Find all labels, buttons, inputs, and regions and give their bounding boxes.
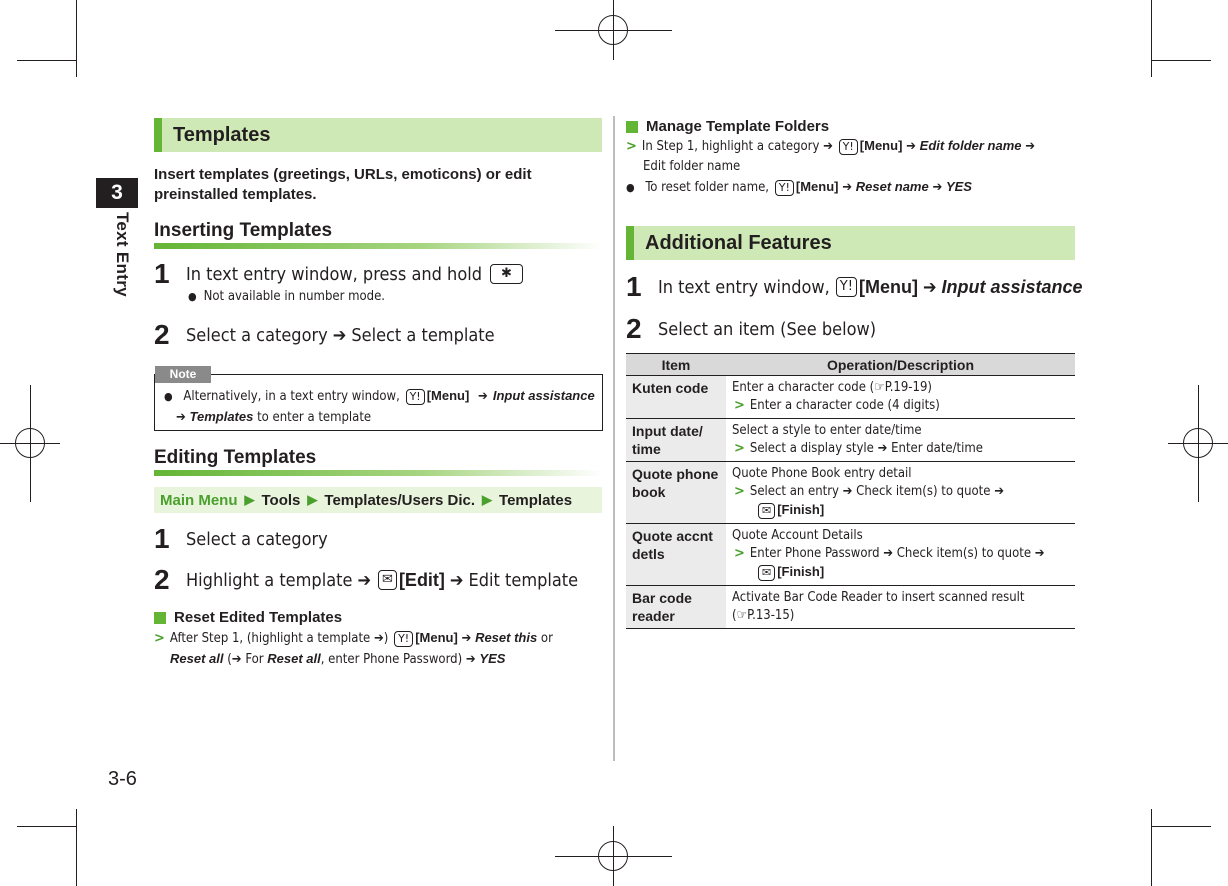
breadcrumb [154,487,602,513]
reset-text-b: ) [383,631,389,646]
menu-key-icon: Y! [836,277,857,297]
step-2-text-a: Select a category [186,324,328,346]
row-operation [732,545,1070,563]
additional-step-2 [626,313,876,345]
row-op-b: Enter date/time [891,441,983,456]
arrow-icon: ➔ [176,410,186,425]
manage-menu: [Menu] [859,138,903,153]
crop-mark [76,0,77,77]
inserting-step-2 [154,319,495,351]
crop-mark [17,826,77,827]
reset-this: Reset this [475,630,538,645]
manage-folders-heading [626,118,829,135]
step-number: 1 [154,523,170,554]
row-operation [732,440,1070,458]
reset-all: Reset all [170,651,224,666]
step-2-edit: [Edit] [398,569,445,590]
menu-key-icon: Y! [394,631,413,647]
row-desc: Select a style to enter date/time [732,423,922,438]
row-description [726,419,1075,462]
table-row [626,376,1075,419]
manage-line-2: Edit folder name [643,159,741,174]
arrow-icon: ➔ [461,631,472,646]
step-text: Select an item (See below) [658,318,877,340]
step-number: 1 [154,258,170,289]
chevron-right-icon: > [734,398,745,413]
triangle-right-icon: ▶ [482,492,493,507]
note-label: Note [155,366,211,383]
menu-key-icon: Y! [406,389,425,405]
row-desc: Quote Phone Book entry detail [732,466,912,481]
row-description [726,462,1075,524]
row-op-a: Enter Phone Password [749,546,880,561]
row-description [726,376,1075,419]
row-operation [732,397,1070,415]
mail-key-icon: ✉ [758,565,775,581]
table-row [626,462,1075,524]
additional-features-heading [626,226,1075,260]
step-number: 2 [626,313,642,344]
note-text-b: to enter a template [257,410,372,425]
arrow-icon: ➔ [922,276,937,298]
registration-circle [598,15,628,45]
crop-mark [1151,826,1211,827]
arrow-icon: ➔ [373,631,384,646]
additional-step-1-input: Input assistance [941,276,1083,297]
table-row [626,586,1075,629]
arrow-icon: ➔ [932,180,943,195]
reset-yes: YES [479,651,506,666]
crop-mark [17,60,77,61]
step-text: Select a category [186,528,328,550]
reset-for: For [245,652,264,667]
menu-key-icon: Y! [839,139,858,155]
step-2-text-b: Select a template [351,324,495,346]
manage-line-1 [626,138,1035,155]
editing-templates-heading: Editing Templates [154,447,317,468]
row-finish-label: [Finish] [777,564,825,579]
reset-heading-text: Reset Edited Templates [174,609,343,626]
crop-mark [1151,60,1211,61]
note-line-1 [164,388,595,405]
step-1-bullet: ● Not available in number mode. [188,289,385,304]
reset-or: or [540,631,553,646]
chevron-right-icon: > [154,631,165,646]
chapter-title: Text Entry [113,212,132,297]
reset-paren: ( [227,652,232,667]
reset-line-1 [154,630,553,647]
step-number: 2 [154,564,170,595]
step-number: 1 [626,271,642,302]
mail-key-icon: ✉ [758,503,775,519]
row-op-b: Check item(s) to quote [896,546,1032,561]
reset-templates-heading [154,609,342,626]
chevron-right-icon: > [734,441,745,456]
templates-intro: Insert templates (greetings, URLs, emoticons) or edit preinstalled templates. [154,166,532,203]
asterisk-key-icon: ✱ [490,264,523,284]
row-desc: Quote Account Details [732,528,863,543]
arrow-icon: ➔ [906,139,916,154]
note-menu: [Menu] [426,388,470,403]
manage-menu-2: [Menu] [795,179,839,194]
arrow-icon: ➔ [842,180,853,195]
table-row [626,419,1075,462]
step-text [658,277,1083,298]
arrow-icon: ➔ [994,484,1004,499]
reset-menu: [Menu] [415,630,458,645]
note-line-2 [176,409,371,425]
row-item: Kuten code [626,376,726,419]
templates-heading [154,118,602,152]
row-desc: Activate Bar Code Reader to insert scanned result [732,590,1025,605]
breadcrumb-templates: Templates [499,491,573,509]
mail-key-icon: ✉ [378,570,397,590]
row-desc: Enter a character code ( [732,380,875,395]
step-text [186,264,525,285]
row-finish [732,563,1070,582]
row-op-b: Check item(s) to quote [856,484,991,499]
row-description [726,524,1075,586]
chapter-number: 3 [96,178,138,208]
note-templates: Templates [189,409,254,424]
page-number: 3-6 [108,768,137,790]
inserting-step-1 [154,258,525,290]
inserting-templates-heading: Inserting Templates [154,220,333,241]
crop-mark [1151,809,1152,886]
row-item: Quote phone book [626,462,726,524]
column-divider [613,116,615,761]
step-2-text-a: Highlight a template [186,569,353,591]
manage-reset-name: Reset name [855,179,929,194]
templates-heading-text: Templates [173,124,271,146]
breadcrumb-templates-users-dic: Templates/Users Dic. [324,491,476,509]
row-op: Enter a character code (4 digits) [749,398,940,413]
note-input-assistance: Input assistance [492,388,595,403]
column-header-operation: Operation/Description [726,354,1075,376]
arrow-icon: ➔ [357,569,372,591]
breadcrumb-tools: Tools [261,491,301,509]
reset-text-c: , enter Phone Password) [320,652,463,667]
row-op-a: Select a display style [749,441,874,456]
note-text-a: Alternatively, in a text entry window, [183,389,400,404]
manage-text-b: To reset folder name, [645,180,770,195]
additional-step-1-menu: [Menu] [858,276,918,297]
reset-line-2 [170,651,505,667]
arrow-icon: ➔ [449,569,464,591]
registration-circle [1183,428,1213,458]
menu-key-icon: Y! [775,180,794,196]
chevron-right-icon: > [734,546,745,561]
breadcrumb-main-menu: Main Menu [160,491,238,509]
row-ref: P.19-19) [884,380,932,395]
arrow-icon: ➔ [883,546,894,561]
editing-step-1 [154,523,328,555]
row-item: Input date/ time [626,419,726,462]
triangle-right-icon: ▶ [244,492,255,507]
additional-step-1 [626,271,1083,303]
editing-step-2 [154,564,578,596]
reset-all-2: Reset all [267,651,321,666]
arrow-icon: ➔ [332,324,347,346]
row-item: Quote accnt detls [626,524,726,586]
square-icon [626,121,638,133]
row-item: Bar code reader [626,586,726,629]
features-table [626,353,1075,629]
row-finish-label: [Finish] [777,502,825,517]
manage-yes: YES [945,179,972,194]
step-number: 2 [154,319,170,350]
row-ref: P.13-15) [747,608,795,623]
registration-circle [598,841,628,871]
row-description: Activate Bar Code Reader to insert scanned result (☞P.13-15) [726,586,1075,629]
chevron-right-icon: > [734,484,745,499]
registration-circle [15,428,45,458]
square-icon [154,612,166,624]
crop-mark [1151,0,1152,77]
heading-underline [154,243,602,249]
step-text [186,570,578,591]
step-1-text: In text entry window, press and hold [186,263,483,285]
manage-heading-text: Manage Template Folders [646,118,830,135]
manage-text-a: In Step 1, highlight a category [641,139,820,154]
arrow-icon: ➔ [478,389,488,404]
manage-line-3 [626,179,972,196]
manage-edit-folder-name: Edit folder name [919,138,1022,153]
arrow-icon: ➔ [877,441,888,456]
step-text [186,325,495,346]
arrow-icon: ➔ [1034,546,1045,561]
triangle-right-icon: ▶ [307,492,318,507]
crop-mark [76,809,77,886]
column-header-item: Item [626,354,726,376]
additional-heading-text: Additional Features [645,232,832,254]
additional-step-1-text: In text entry window, [658,276,830,298]
arrow-icon: ➔ [842,484,853,499]
step-2-text-b: Edit template [468,569,579,591]
reference-icon: ☞ [736,608,748,623]
reset-text-a: After Step 1, (highlight a template [169,631,371,646]
row-operation [732,483,1070,501]
table-header [626,354,1075,376]
arrow-icon: ➔ [231,652,242,667]
row-op-a: Select an entry [749,484,839,499]
table-row [626,524,1075,586]
arrow-icon: ➔ [1025,139,1036,154]
row-finish [732,501,1070,520]
heading-underline [154,470,602,476]
reference-icon: ☞ [874,380,885,395]
arrow-icon: ➔ [465,652,476,667]
arrow-icon: ➔ [823,139,833,154]
chevron-right-icon: > [626,139,637,154]
